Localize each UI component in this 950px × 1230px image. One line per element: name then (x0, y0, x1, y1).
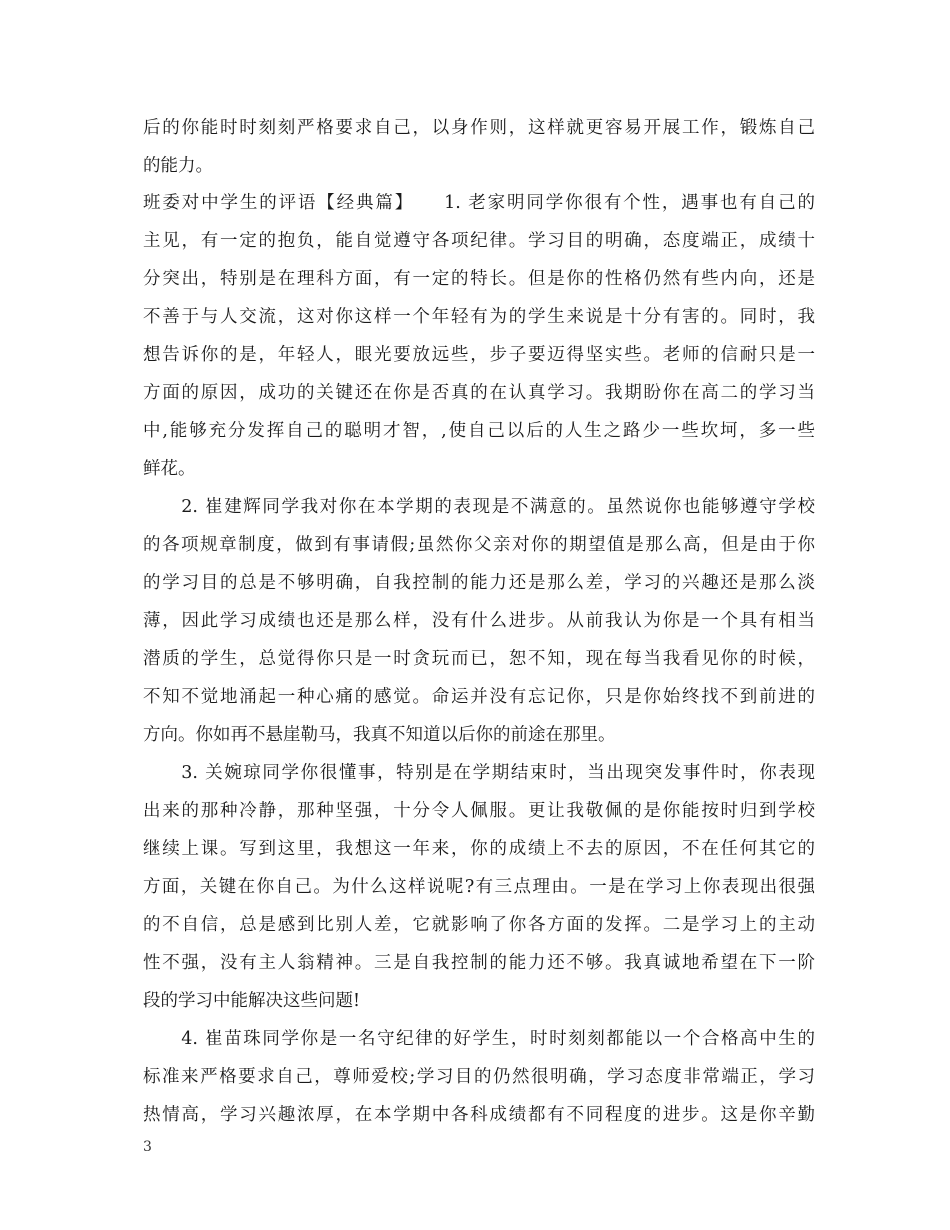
text-line: 主见，有一定的抱负，能自觉遵守各项纪律。学习目的明确，态度端正，成绩十 (143, 231, 815, 251)
text-line: 的学习目的总是不够明确，自我控制的能力还是那么差，学习的兴趣还是那么淡 (143, 573, 815, 593)
text-line: 班委对中学生的评语【经典篇】 1. 老家明同学你很有个性，遇事也有自己的 (143, 193, 815, 213)
text-line: 3. 关婉琼同学你很懂事，特别是在学期结束时，当出现突发事件时，你表现 (143, 763, 815, 783)
text-line: 方面，关键在你自己。为什么这样说呢?有三点理由。一是在学习上你表现出很强 (143, 877, 815, 897)
page-number: 3 (143, 1139, 152, 1155)
text-line: 薄，因此学习成绩也还是那么样，没有什么进步。从前我认为你是一个具有相当 (143, 611, 815, 631)
text-line: 性不强，没有主人翁精神。三是自我控制的能力还不够。我真诚地希望在下一阶 (143, 953, 815, 973)
text-line: 的能力。 (143, 156, 213, 176)
text-line: 潜质的学生，总觉得你只是一时贪玩而已，恕不知，现在每当我看见你的时候， (143, 649, 815, 669)
text-line: 不知不觉地涌起一种心痛的感觉。命运并没有忘记你，只是你始终找不到前进的 (143, 687, 815, 707)
text-line: 不善于与人交流，这对你这样一个年轻有为的学生来说是十分有害的。同时，我 (143, 307, 815, 327)
text-line: 方面的原因，成功的关键还在你是否真的在认真学习。我期盼你在高二的学习当 (143, 383, 815, 403)
text-line: 方向。你如再不悬崖勒马，我真不知道以后你的前途在那里。 (143, 725, 616, 745)
text-line: 中,能够充分发挥自己的聪明才智，,使自己以后的人生之路少一些坎坷，多一些 (143, 421, 815, 441)
text-line: 2. 崔建辉同学我对你在本学期的表现是不满意的。虽然说你也能够遵守学校 (143, 497, 815, 517)
text-line: 分突出，特别是在理科方面，有一定的特长。但是你的性格仍然有些内向，还是 (143, 269, 815, 289)
text-line: 的不自信，总是感到比别人差，它就影响了你各方面的发挥。二是学习上的主动 (143, 915, 815, 935)
text-line: 想告诉你的是，年轻人，眼光要放远些，步子要迈得坚实些。老师的信耐只是一 (143, 345, 815, 365)
text-line: 段的学习中能解决这些问题! (143, 991, 361, 1011)
text-line: 的各项规章制度，做到有事请假;虽然你父亲对你的期望值是那么高，但是由于你 (143, 535, 815, 555)
text-line: 鲜花。 (143, 459, 196, 479)
text-line: 热情高，学习兴趣浓厚，在本学期中各科成绩都有不同程度的进步。这是你辛勤 (143, 1105, 815, 1125)
text-line: 出来的那种冷静，那种坚强，十分令人佩服。更让我敬佩的是你能按时归到学校 (143, 801, 815, 821)
text-line: 继续上课。写到这里，我想这一年来，你的成绩上不去的原因，不在任何其它的 (143, 839, 815, 859)
text-line: 后的你能时时刻刻严格要求自己，以身作则，这样就更容易开展工作，锻炼自己 (143, 118, 815, 138)
text-line: 4. 崔苗珠同学你是一名守纪律的好学生，时时刻刻都能以一个合格高中生的 (143, 1029, 815, 1049)
text-line: 标准来严格要求自己，尊师爱校;学习目的仍然很明确，学习态度非常端正，学习 (143, 1067, 815, 1087)
